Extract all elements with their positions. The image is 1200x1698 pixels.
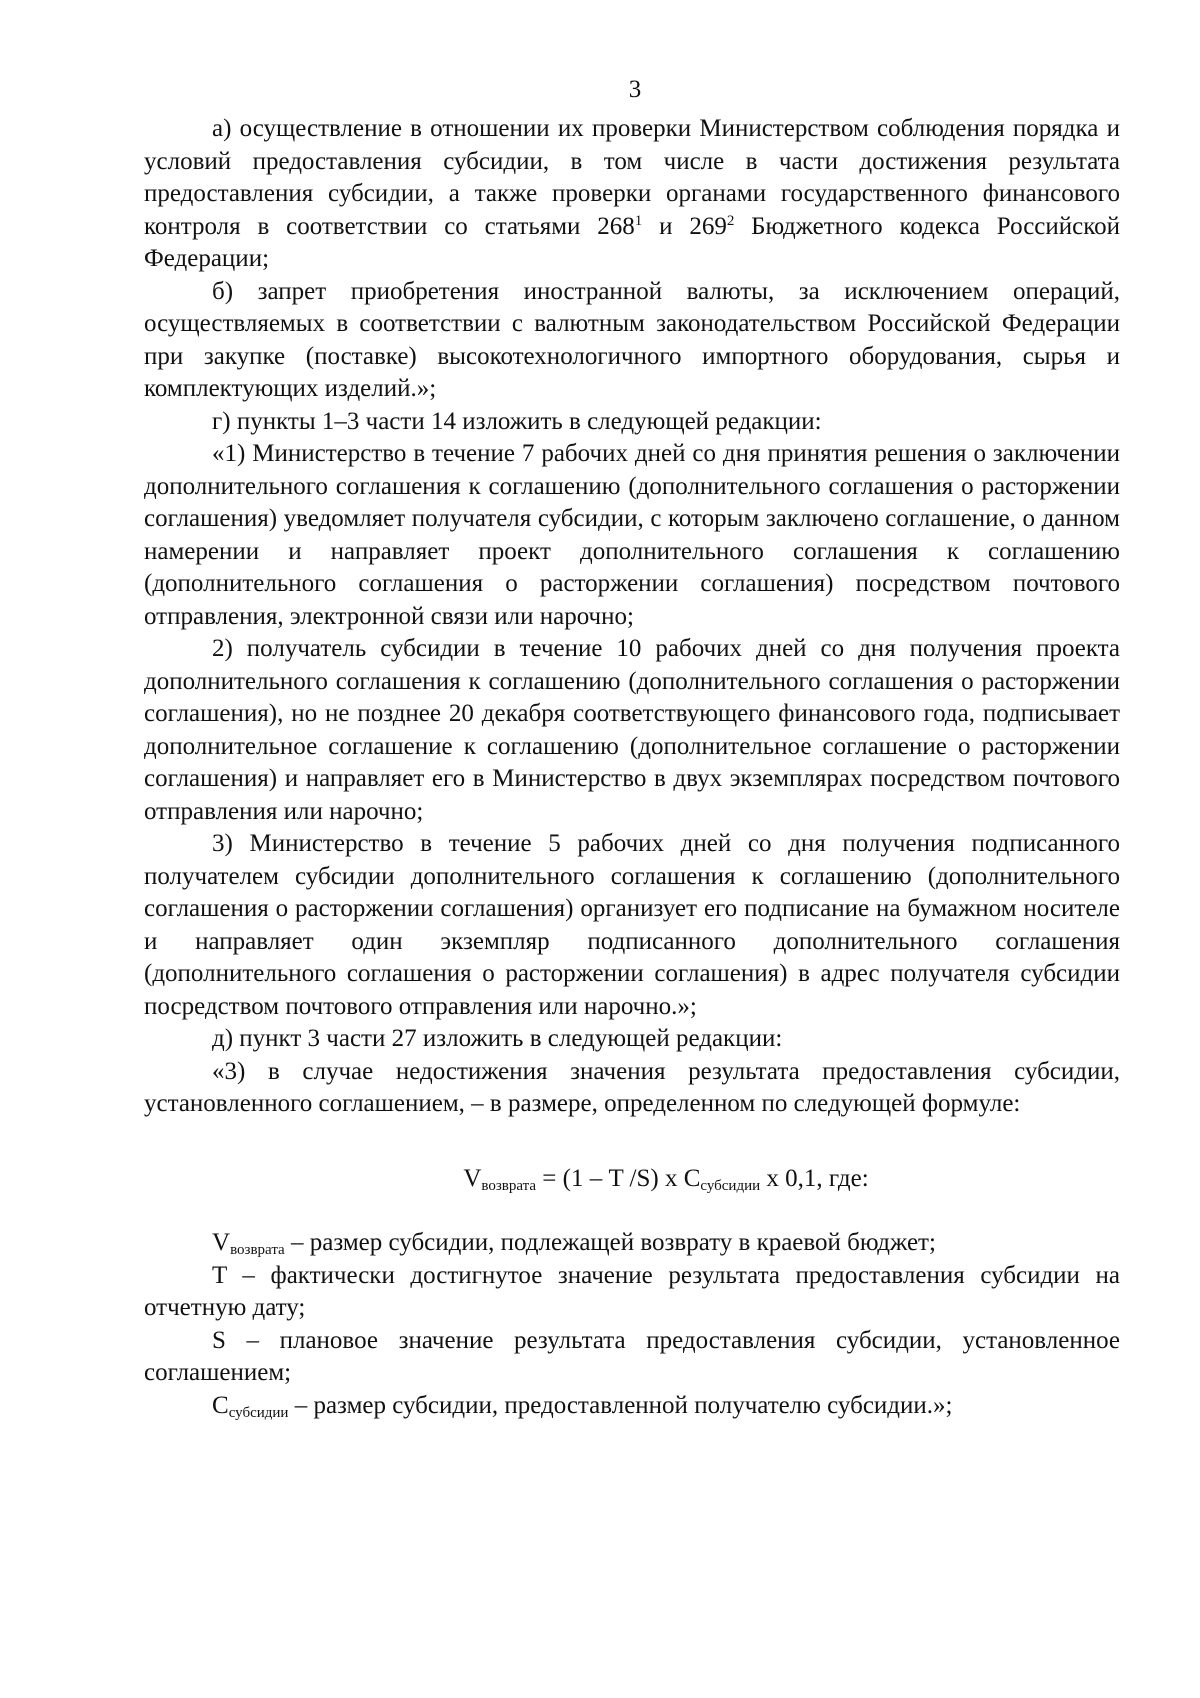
- definition-text: – размер субсидии, предоставленной получателю субсидии.»;: [288, 1391, 953, 1419]
- formula-subscript: субсидии: [700, 1177, 761, 1194]
- definition-v: [144, 1227, 1120, 1260]
- formula-subscript: возврата: [481, 1177, 537, 1194]
- page-number: 3: [628, 76, 642, 103]
- paragraph-b: б) запрет приобретения иностранной валюты, за исключением операций, осуществляемых в соответствии с валютным законодательством Российской Федерации при закупке (поставке) высокотехнологичного импортного оборудования, сырья и комплектующих изделий.»;: [144, 277, 1120, 402]
- paragraph-g-item-3: 3) Министерство в течение 5 рабочих дней со дня получения подписанного получателем субсидии дополнительного соглашения к соглашению (дополнительного соглашения о расторжении соглашения) организует его подписание на бумажном носителе и направляет один экземпляр подписанного дополнительного соглашения (дополнительного соглашения о расторжении соглашения) в адрес получателя субсидии посредством почтового отправления или нарочно.»;: [144, 830, 1120, 1020]
- formula: [144, 1163, 1120, 1196]
- footnote-superscript: 2: [726, 212, 735, 229]
- paragraph-g-item-1: «1) Министерство в течение 7 рабочих дней со дня принятия решения о заключении дополнительного соглашения к соглашению (дополнительного соглашения о расторжении соглашения) уведомляет получателя субсидии, с которым заключено соглашение, о данном намерении и направляет проект дополнительного соглашения к соглашению (дополнительного соглашения о расторжении соглашения) посредством почтового отправления, электронной связи или нарочно;: [144, 440, 1120, 630]
- paragraph-a-text: Бюджетного кодекса Российской Федерации;: [144, 212, 1121, 272]
- definition-text: – размер субсидии, подлежащей возврату в краевой бюджет;: [284, 1229, 936, 1256]
- formula-text: = (1 – T /S) x C: [536, 1164, 701, 1192]
- paragraph-a-text: а) осуществление в отношении их проверки Министерством соблюдения порядка и условий предоставления субсидии, в том числе в части достижения результата предоставления субсидии, а также проверки органами государственного финансового контроля в соответствии со статьями 268: [144, 115, 1120, 240]
- paragraph-g: г) пункты 1–3 части 14 изложить в следующей редакции:: [212, 407, 822, 435]
- definition-subscript: возврата: [230, 1242, 285, 1258]
- definition-subscript: субсидии: [228, 1404, 289, 1421]
- definition-t: T – фактически достигнутое значение результата предоставления субсидии на отчетную дату;: [144, 1261, 1120, 1321]
- definition-symbol: V: [212, 1229, 231, 1256]
- definition-c: [144, 1390, 1120, 1423]
- document-body: [144, 113, 1120, 1422]
- definition-symbol: C: [212, 1391, 229, 1419]
- paragraph-d-item-3: «3) в случае недостижения значения результата предоставления субсидии, установленного соглашением, – в размере, определенном по следующей формуле:: [144, 1057, 1120, 1117]
- formula-text: x 0,1, где:: [760, 1164, 869, 1192]
- paragraph-a-text: и 269: [642, 212, 727, 240]
- definition-s: S – плановое значение результата предоставления субсидии, установленное соглашением;: [144, 1326, 1120, 1386]
- paragraph-g-item-2: 2) получатель субсидии в течение 10 рабочих дней со дня получения проекта дополнительного соглашения к соглашению (дополнительного соглашения о расторжении соглашения), но не позднее 20 декабря соответствующего финансового года, подписывает дополнительное соглашение к соглашению (дополнительное соглашение о расторжении соглашения) и направляет его в Министерство в двух экземплярах посредством почтового отправления или нарочно;: [144, 635, 1120, 825]
- formula-symbol: V: [463, 1164, 482, 1192]
- paragraph-d: д) пункт 3 части 27 изложить в следующей редакции:: [212, 1025, 783, 1052]
- footnote-superscript: 1: [634, 212, 643, 229]
- paragraph-a: [144, 113, 1120, 276]
